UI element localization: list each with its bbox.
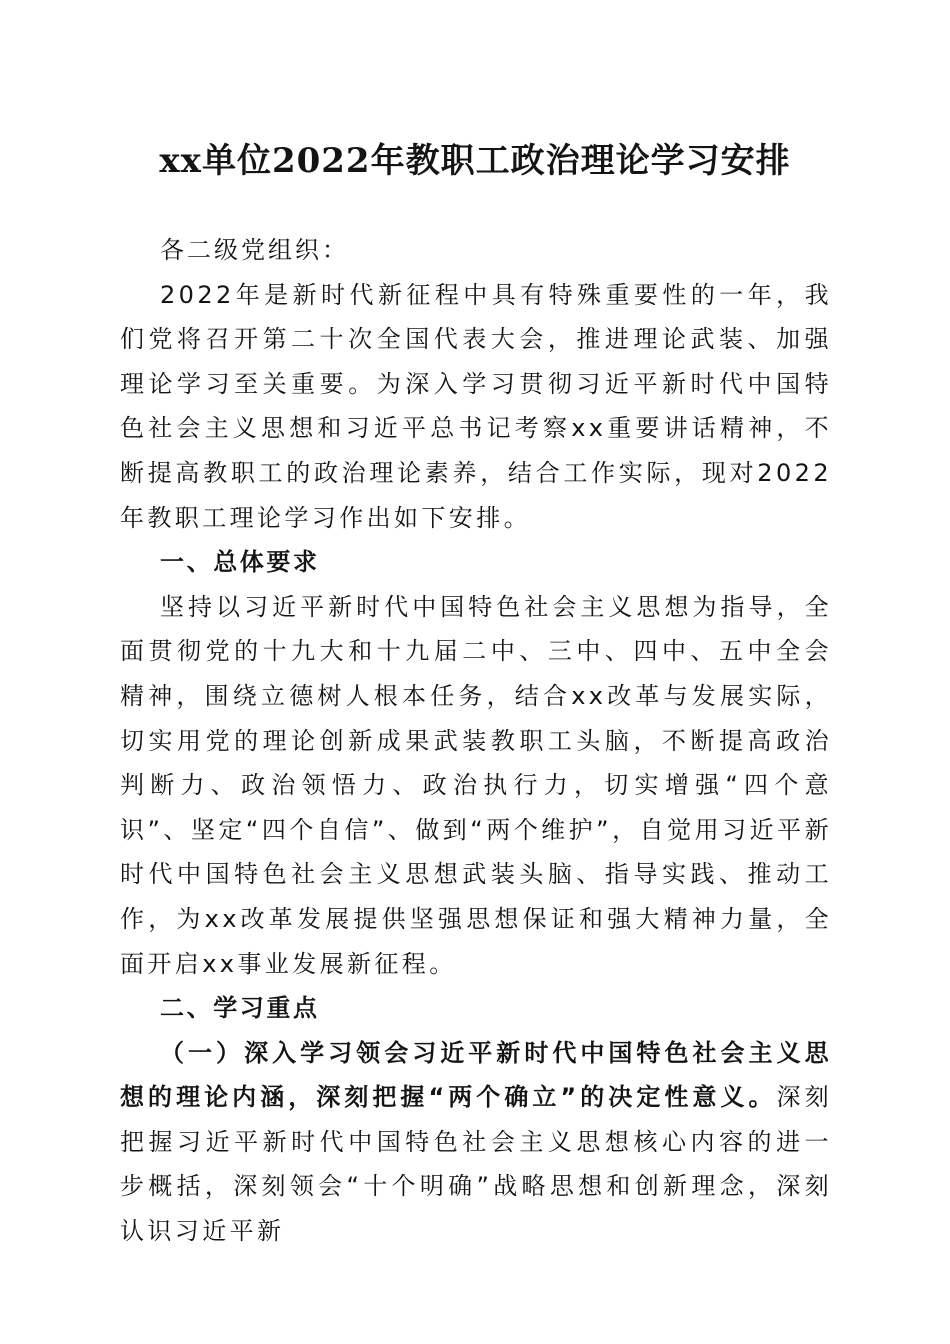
document-body — [120, 228, 832, 1254]
salutation: 各二级党组织： — [160, 236, 349, 264]
document-title: xx单位2022年教职工政治理论学习安排 — [159, 141, 791, 181]
intro-paragraph: 2022年是新时代新征程中具有特殊重要性的一年，我们党将召开第二十次全国代表大会，推进理论武装、加强理论学习至关重要。为深入学习贯彻习近平新时代中国特色社会主义思想和习近平总书记考察xx重要讲话精神，不断提高教职工的政治理论素养，结合工作实际，现对2022年教职工理论学习作出如下安排。 — [120, 280, 832, 532]
section-heading-study-focus: 二、学习重点 — [160, 994, 320, 1023]
study-focus-item-1 — [120, 1031, 832, 1254]
study-focus-item-1-lead: （一）深入学习领会习近平新时代中国特色社会主义思想的理论内涵，深刻把握“两个确立”的决定性意义。 — [120, 1038, 832, 1112]
study-focus-item-1-body: 深刻把握习近平新时代中国特色社会主义思想核心内容的进一步概括，深刻领会“十个明确”战略思想和创新理念，深刻认识习近平新 — [120, 1083, 832, 1246]
general-requirements-paragraph: 坚持以习近平新时代中国特色社会主义思想为指导，全面贯彻党的十九大和十九届二中、三中、四中、五中全会精神，围绕立德树人根本任务，结合xx改革与发展实际，切实用党的理论创新成果武装教职工头脑，不断提高政治判断力、政治领悟力、政治执行力，切实增强“四个意识”、坚定“四个自信”、做到“两个维护”，自觉用习近平新时代中国特色社会主义思想武装头脑、指导实践、推动工作，为xx改革发展提供坚强思想保证和强大精神力量，全面开启xx事业发展新征程。 — [120, 592, 832, 978]
section-heading-general-requirements: 一、总体要求 — [160, 548, 320, 577]
